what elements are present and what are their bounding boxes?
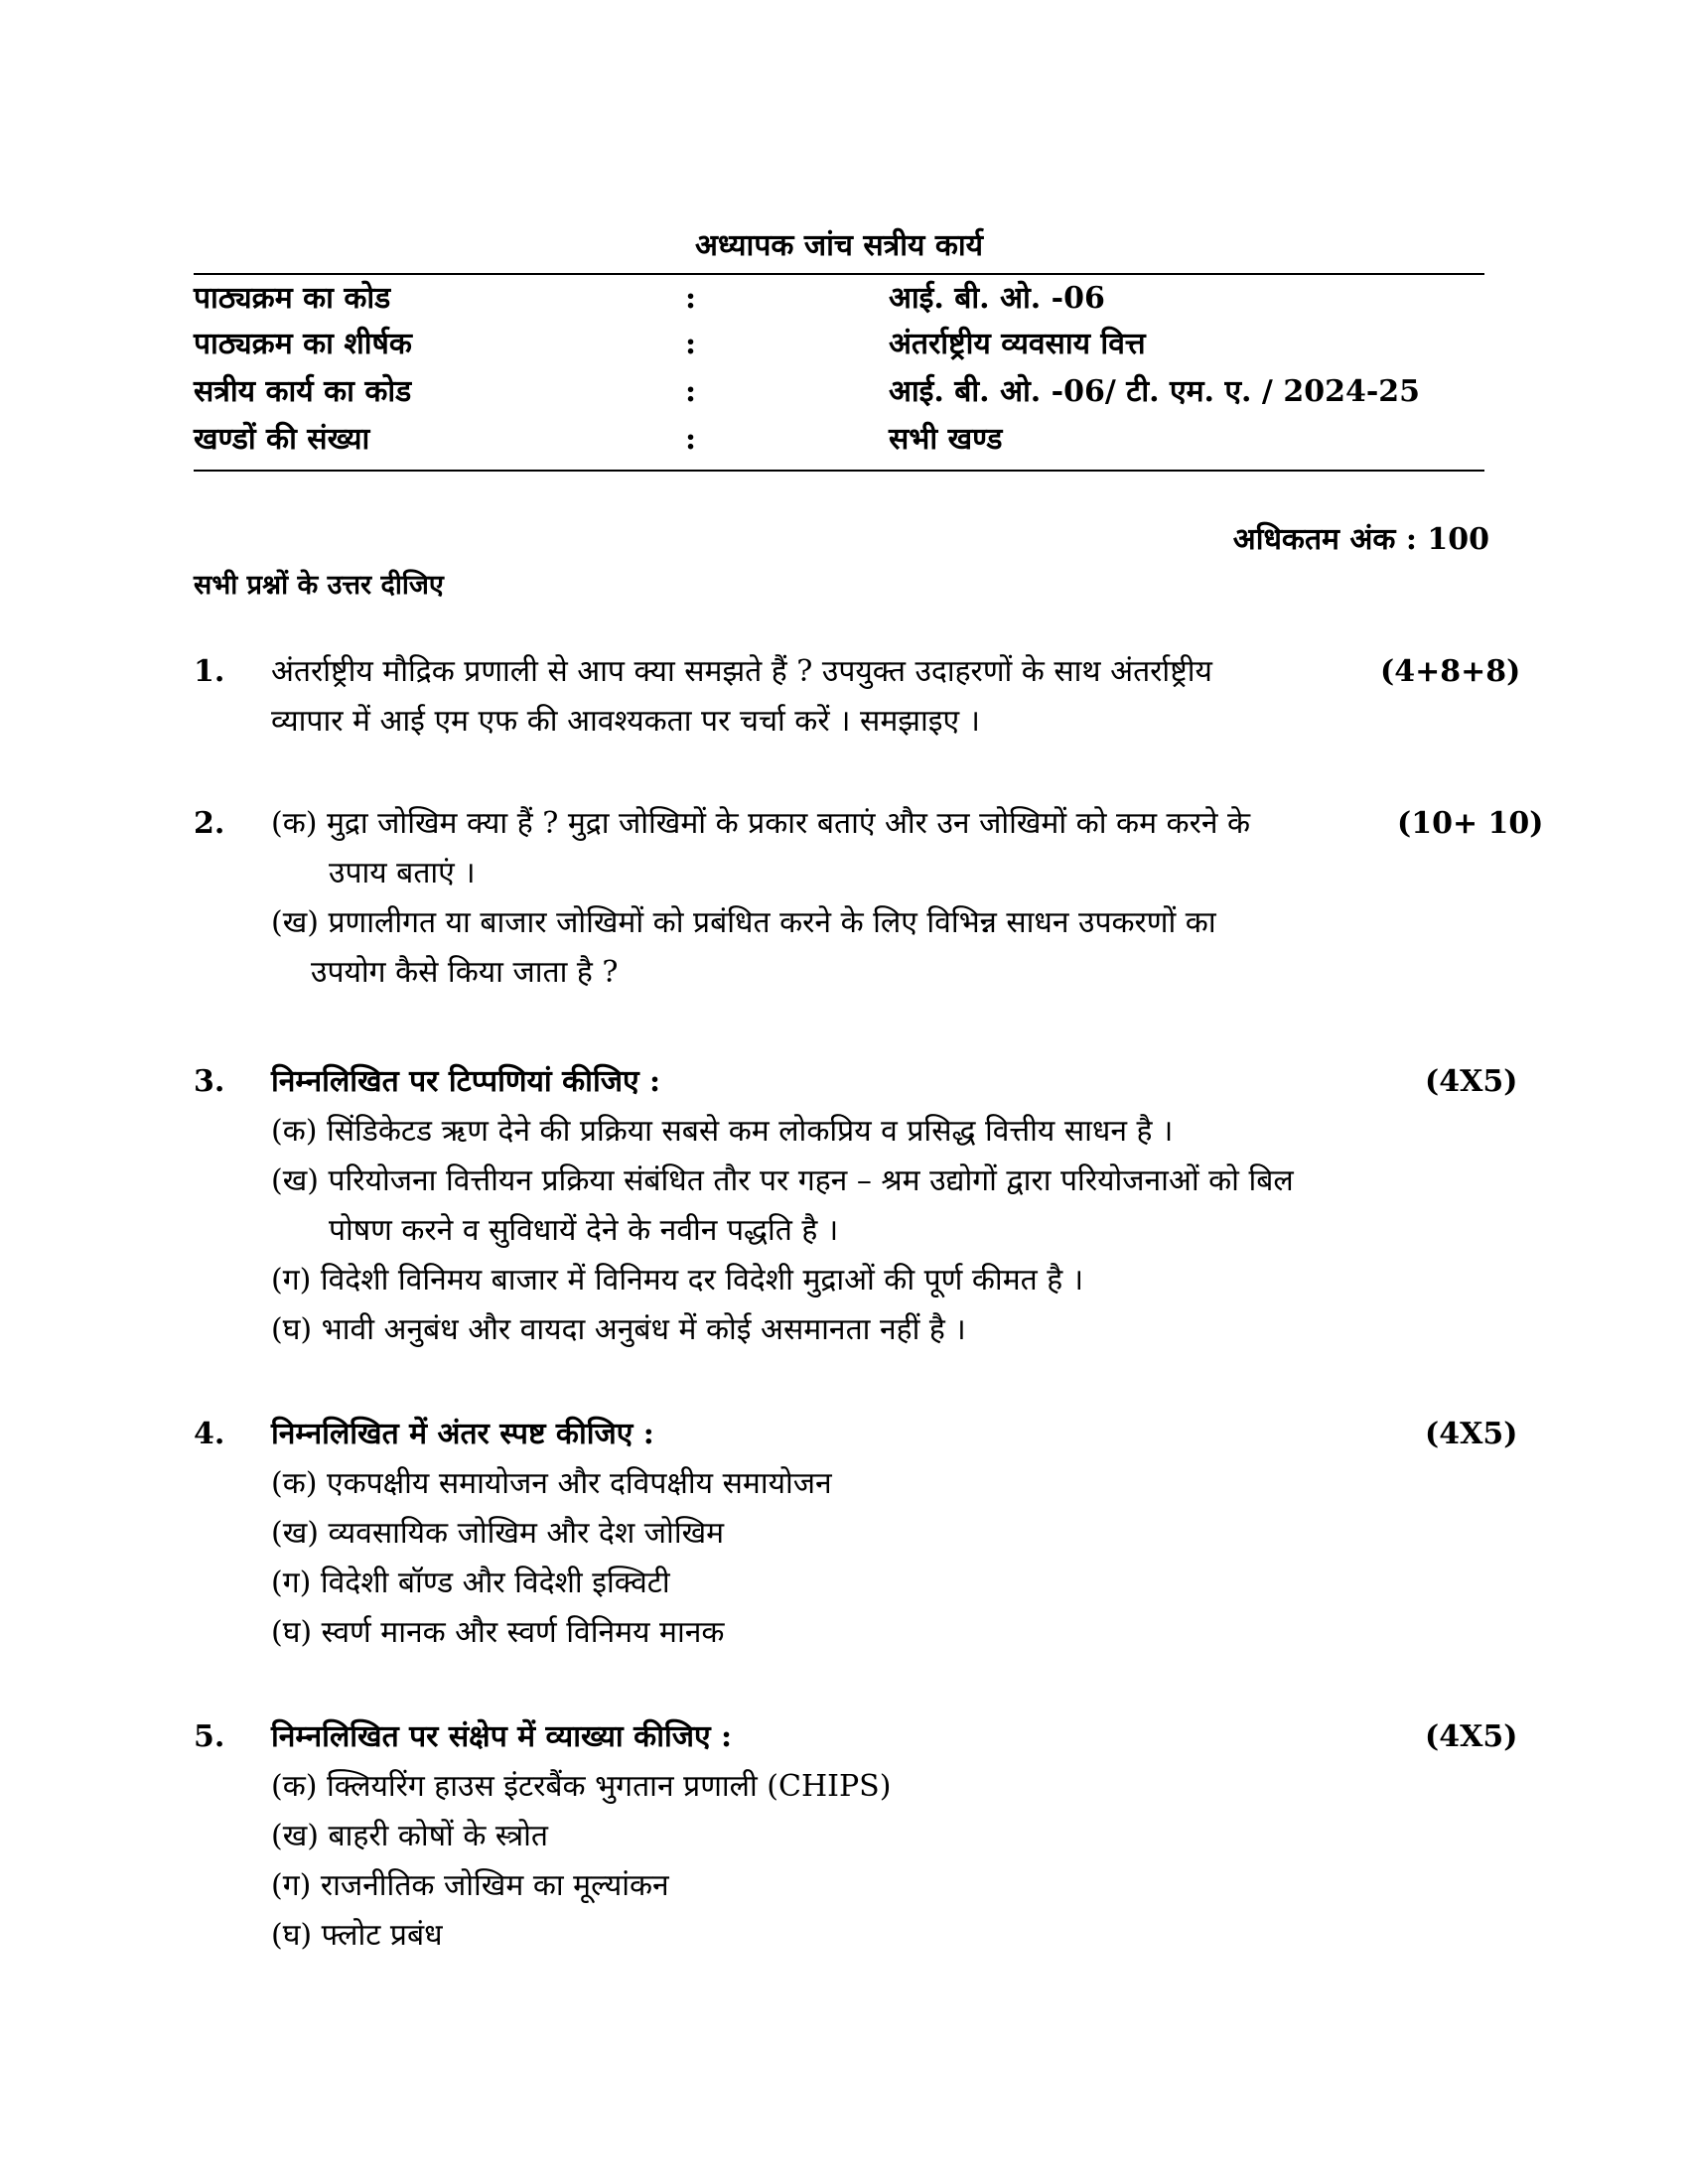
instruction: सभी प्रश्नों के उत्तर दीजिए (194, 570, 444, 601)
question-line: (क) मुद्रा जोखिम क्या हैं ? मुद्रा जोखिमों के प्रकार बताएं और उन जोखिमों को कम करने के (271, 806, 1251, 841)
question-line: (घ) स्वर्ण मानक और स्वर्ण विनिमय मानक (271, 1615, 725, 1650)
question-line: (ख) व्यवसायिक जोखिम और देश जोखिम (271, 1516, 725, 1551)
meta-colon: : (685, 422, 697, 457)
question-body (271, 1712, 891, 1961)
question-body (271, 647, 1212, 747)
meta-colon: : (685, 327, 697, 361)
question-body (271, 799, 1250, 998)
question-marks: (10+ 10) (1397, 806, 1544, 841)
question-heading: निम्नलिखित पर संक्षेप में व्याख्या कीजिए : (271, 1719, 733, 1754)
question-line: (क) सिंडिकेटड ऋण देने की प्रक्रिया सबसे कम लोकप्रिय व प्रसिद्ध वित्तीय साधन है । (271, 1114, 1174, 1149)
question-marks: (4X5) (1425, 1417, 1518, 1451)
question-line: (घ) भावी अनुबंध और वायदा अनुबंध में कोई असमानता नहीं है । (271, 1312, 966, 1347)
header-top-rule (194, 273, 1484, 275)
question-marks: (4+8+8) (1380, 654, 1521, 689)
meta-colon: : (685, 374, 697, 409)
meta-row-course-code (194, 276, 1484, 322)
question-line: उपयोग कैसे किया जाता है ? (311, 955, 619, 990)
question-number: 1. (194, 654, 225, 689)
question-body (271, 1057, 1294, 1355)
meta-key: पाठ्यक्रम का शीर्षक (194, 327, 412, 361)
question-heading: निम्नलिखित में अंतर स्पष्ट कीजिए : (271, 1417, 654, 1451)
question-line: (घ) फ्लोट प्रबंध (271, 1918, 443, 1953)
meta-key: पाठ्यक्रम का कोड (194, 281, 391, 316)
meta-key: खण्डों की संख्या (194, 422, 370, 457)
meta-row-assignment-code (194, 369, 1484, 415)
meta-row-blocks (194, 417, 1484, 463)
question-line: (ग) विदेशी बॉण्ड और विदेशी इक्विटी (271, 1566, 670, 1600)
question-line: पोषण करने व सुविधायें देने के नवीन पद्धति है । (329, 1213, 839, 1248)
question-heading: निम्नलिखित पर टिप्पणियां कीजिए : (271, 1064, 661, 1099)
question-line: उपाय बताएं । (329, 856, 476, 890)
meta-value: अंतर्राष्ट्रीय व्यवसाय वित्त (889, 327, 1146, 361)
question-number: 5. (194, 1719, 225, 1754)
question-line: अंतर्राष्ट्रीय मौद्रिक प्रणाली से आप क्या समझते हैं ? उपयुक्त उदाहरणों के साथ अंतर्राष्ट्रीय (271, 654, 1212, 689)
question-line: व्यापार में आई एम एफ की आवश्यकता पर चर्चा करें । समझाइए । (271, 704, 980, 739)
header-bottom-rule (194, 470, 1484, 472)
question-line: (ग) विदेशी विनिमय बाजार में विनिमय दर विदेशी मुद्राओं की पूर्ण कीमत है । (271, 1263, 1084, 1297)
question-marks: (4X5) (1425, 1719, 1518, 1754)
question-number: 3. (194, 1064, 225, 1099)
max-marks: अधिकतम अंक : 100 (1232, 522, 1489, 557)
question-body (271, 1410, 832, 1658)
question-line: (ख) बाहरी कोषों के स्त्रोत (271, 1819, 549, 1853)
meta-value: आई. बी. ओ. -06/ टी. एम. ए. / 2024-25 (889, 374, 1421, 409)
question-number: 4. (194, 1417, 225, 1451)
question-line: (ख) प्रणालीगत या बाजार जोखिमों को प्रबंधित करने के लिए विभिन्न साधन उपकरणों का (271, 905, 1216, 940)
meta-value: सभी खण्ड (889, 422, 1003, 457)
question-line: (ग) राजनीतिक जोखिम का मूल्यांकन (271, 1868, 669, 1903)
page-title: अध्यापक जांच सत्रीय कार्य (694, 228, 984, 263)
question-marks: (4X5) (1425, 1064, 1518, 1099)
question-line: (क) क्लियरिंग हाउस इंटरबैंक भुगतान प्रणाली (CHIPS) (271, 1769, 892, 1804)
question-line: (ख) परियोजना वित्तीयन प्रक्रिया संबंधित तौर पर गहन – श्रम उद्योगों द्वारा परियोजनाओं को बिल (271, 1163, 1294, 1198)
question-number: 2. (194, 806, 225, 841)
meta-value: आई. बी. ओ. -06 (889, 281, 1105, 316)
question-line: (क) एकपक्षीय समायोजन और दविपक्षीय समायोजन (271, 1466, 832, 1501)
meta-row-course-title (194, 322, 1484, 367)
meta-key: सत्रीय कार्य का कोड (194, 374, 412, 409)
meta-colon: : (685, 281, 697, 316)
